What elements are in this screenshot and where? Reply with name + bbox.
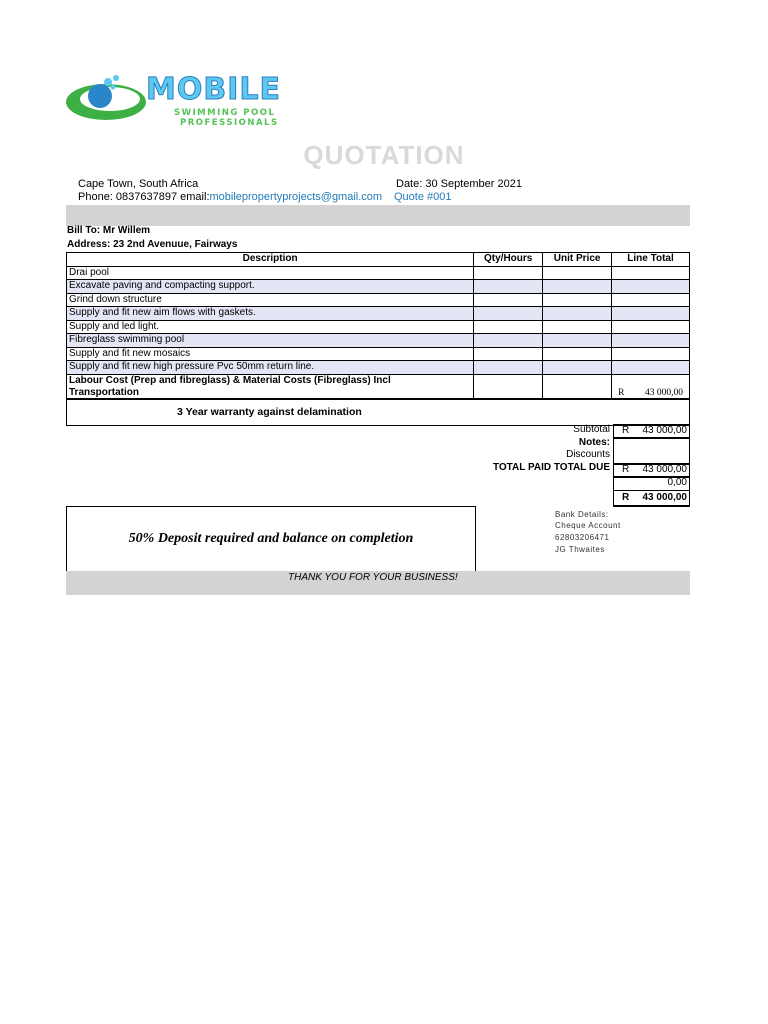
logo-brand-text: MOBILE	[146, 72, 281, 107]
page-title: QUOTATION	[303, 140, 465, 170]
deposit-note: 50% Deposit required and balance on completion	[128, 531, 414, 546]
item-description: Excavate paving and compacting support.	[67, 280, 474, 294]
header-line-total: Line Total	[612, 253, 690, 267]
table-header-row	[67, 253, 690, 267]
labour-total-cell	[612, 374, 690, 399]
company-location: Cape Town, South Africa	[78, 178, 199, 190]
table-row	[67, 347, 690, 361]
subtotal-currency: R	[622, 425, 630, 436]
deposit-box	[66, 506, 476, 572]
subtotal-label: Subtotal	[573, 424, 610, 435]
total-due-label: TOTAL PAID TOTAL DUE	[492, 462, 610, 473]
warranty-text: 3 Year warranty against delamination	[177, 406, 362, 418]
company-contact	[78, 191, 382, 203]
labour-row	[67, 374, 690, 399]
bank-details-label: Bank Details:	[555, 510, 609, 519]
header-unit-price: Unit Price	[543, 253, 612, 267]
item-description: Supply and fit new high pressure Pvc 50mm return line.	[67, 361, 474, 375]
thank-you-text: THANK YOU FOR YOUR BUSINESS!	[288, 572, 458, 583]
item-description: Supply and fit new mosaics	[67, 347, 474, 361]
bill-to-name: Bill To: Mr Willem	[67, 225, 151, 236]
item-description: Supply and led light.	[67, 320, 474, 334]
footer-bar	[66, 571, 690, 595]
pool-logo-icon	[66, 72, 156, 132]
table-row	[67, 266, 690, 280]
total-due-currency: R	[622, 492, 630, 503]
table-row	[67, 280, 690, 294]
notes-label: Notes:	[578, 437, 610, 448]
logo-subtitle-1: SWIMMING POOL	[174, 108, 276, 118]
item-description: Grind down structure	[67, 293, 474, 307]
labour-line-1: Labour Cost (Prep and fibreglass) & Material Costs (Fibreglass) Incl	[69, 374, 391, 386]
bill-to-address: Address: 23 2nd Avenuue, Fairways	[67, 239, 238, 250]
table-row	[67, 334, 690, 348]
labour-description	[67, 374, 474, 399]
discount-value-box	[613, 476, 690, 491]
bank-account-type: Cheque Account	[555, 521, 621, 530]
total-paid-currency: R	[622, 464, 630, 475]
header-description: Description	[67, 253, 474, 267]
table-row	[67, 361, 690, 375]
header-bar	[66, 205, 690, 226]
table-row	[67, 293, 690, 307]
item-description: Fibreglass swimming pool	[67, 334, 474, 348]
quote-number: Quote #001	[394, 191, 452, 203]
item-description: Drai pool	[67, 266, 474, 280]
bank-account-holder: JG Thwaites	[555, 545, 605, 554]
header-qty: Qty/Hours	[474, 253, 543, 267]
subtotal-value: 43 000,00	[642, 425, 687, 436]
total-due-box	[613, 490, 690, 507]
company-phone: Phone: 0837637897 email:	[78, 191, 210, 203]
logo-subtitle-2: PROFESSIONALS	[180, 118, 279, 128]
labour-total: 43 000,00	[645, 387, 683, 398]
total-due-value: 43 000,00	[642, 492, 687, 503]
table-row	[67, 320, 690, 334]
company-logo	[66, 68, 328, 134]
item-description: Supply and fit new aim flows with gaskets.	[67, 307, 474, 321]
line-items-table	[66, 252, 690, 400]
quote-date: Date: 30 September 2021	[396, 178, 522, 190]
notes-box	[613, 437, 690, 465]
discounts-label: Discounts	[566, 449, 610, 460]
labour-currency: R	[618, 387, 625, 398]
total-paid-value: 43 000,00	[642, 464, 687, 475]
company-email: mobilepropertyprojects@gmail.com	[209, 191, 383, 203]
labour-line-2: Transportation	[69, 386, 140, 398]
warranty-box	[66, 398, 690, 426]
bank-account-number: 62803206471	[555, 533, 610, 542]
discount-value: 0,00	[667, 477, 687, 488]
table-row	[67, 307, 690, 321]
